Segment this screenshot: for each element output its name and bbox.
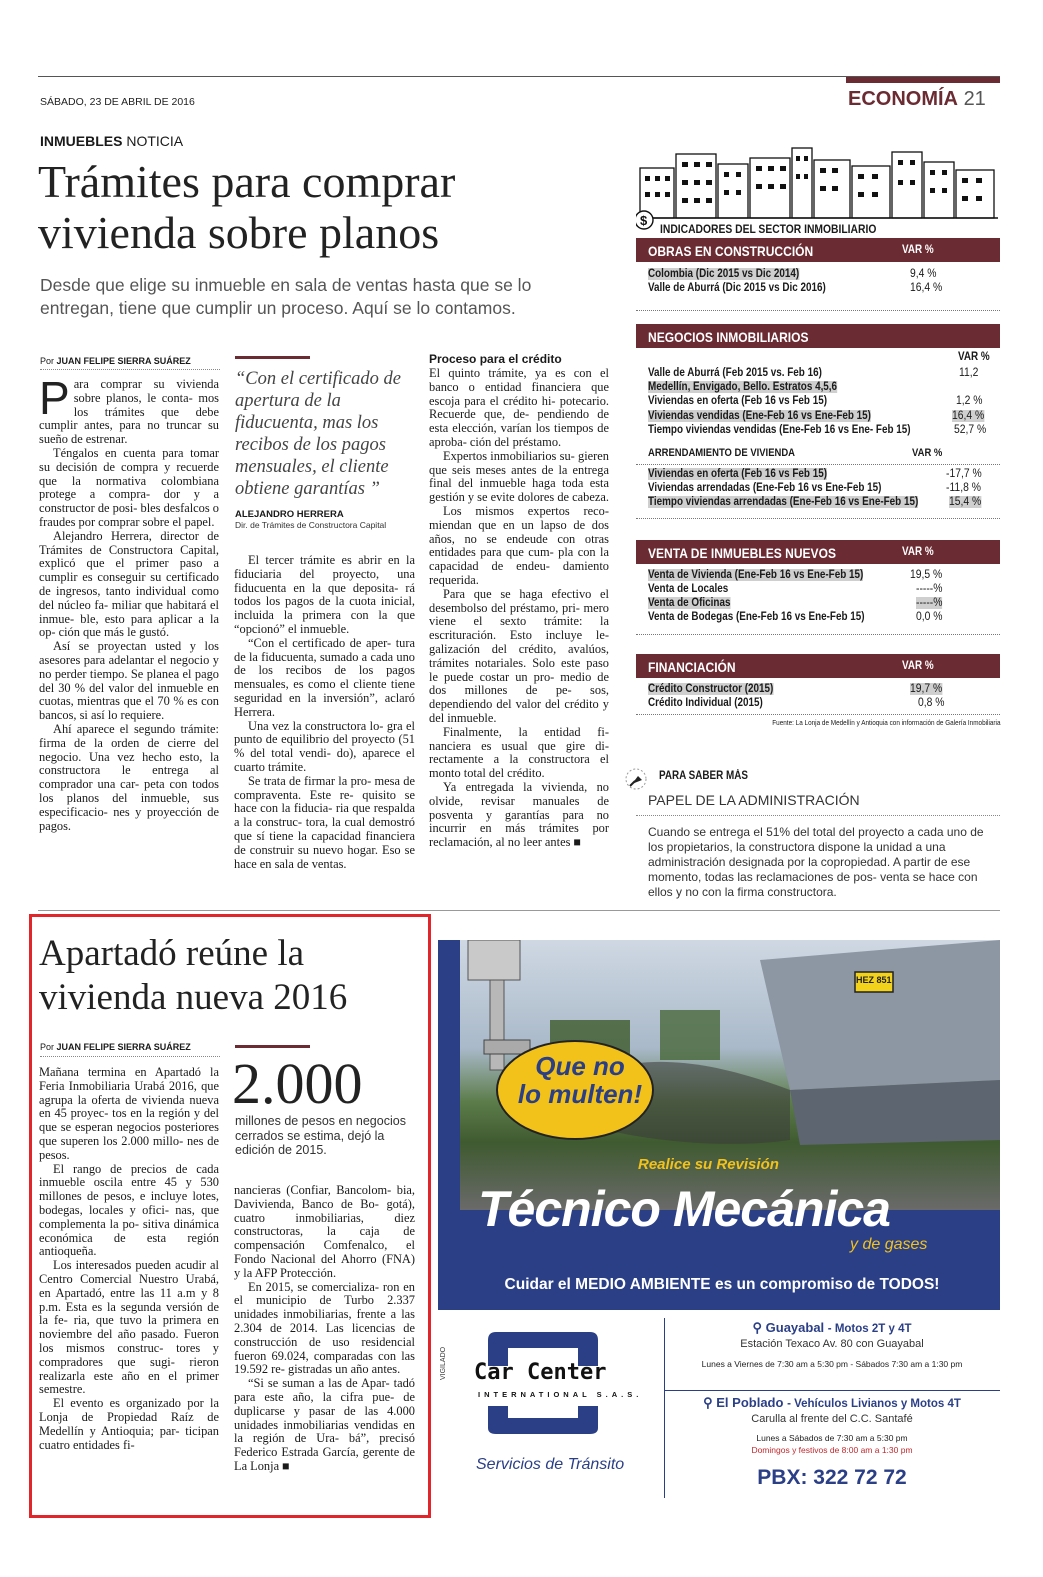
headline-line-2: vivienda sobre planos <box>38 207 440 258</box>
byline-por: Por <box>40 356 55 366</box>
arr-title: ARRENDAMIENTO DE VIVIENDA <box>648 447 796 459</box>
paragraph: Mañana termina en Apartadó la Feria Inmobiliaria Urabá 2016, que agrupa la oferta de vivienda nueva en 45 proyec- tos en la región y del que se esperan negocios posteriores que superen los 2.000 millo- nes de pesos. <box>39 1065 219 1162</box>
row-value: -----% <box>916 597 943 609</box>
loc2-detail: - Vehículos Livianos y Motos 4T <box>787 1398 961 1410</box>
paragraph: Ya entregada la vivienda, no olvide, revisar manuales de posventa y garantías para no incurrir en más trámites por reclamación, al no leer antes ■ <box>429 779 609 850</box>
article2-col1 <box>39 1066 219 1452</box>
divider <box>636 464 1000 465</box>
row-value: 15,4 % <box>949 496 982 508</box>
brand-subtitle: INTERNATIONAL S.A.S. <box>478 1390 643 1399</box>
table-row <box>636 569 1000 584</box>
row-label: Venta de Bodegas (Ene-Feb 16 vs Ene-Feb 15) <box>648 611 865 623</box>
saber-text: Cuando se entrega el 51% del total del proyecto a cada uno de los propietarios, la constructora dispone la unidad a una administración designada por la copropiedad. A partir de ese momento, todas las reclamaciones de pos- venta se hace con ellos y no con la firma constructora. <box>648 825 984 899</box>
byline-author: JUAN FELIPE SIERRA SUÁREZ <box>56 356 191 366</box>
saber-label: PARA SABER MÁS <box>659 770 749 782</box>
divider <box>636 634 1000 635</box>
servicios-label: Servicios de Tránsito <box>476 1456 625 1473</box>
indicators-panel <box>636 238 1000 750</box>
paragraph: Los interesados pueden acudir al Centro Comercial Nuestro Urabá, en Apartadó, entre las 11 a.m y 8 p.m. Esta es la segunda versión de la fe- ria, que tuvo la primera en noviembre del año pasado. Fueron los mismos construc- tores y compradores que sugi- rieron realizarla este año en el primer semestre. <box>39 1258 219 1397</box>
row-value: -11,8 % <box>946 482 981 494</box>
row-value: 0,0 % <box>916 611 943 623</box>
paragraph: Finalmente, la entidad fi- nanciera es usual que gire di- rectamente a la constructora el monto total del crédito. <box>429 724 609 781</box>
row-label: Venta de Oficinas <box>648 597 731 609</box>
paragraph: Téngalos en cuenta para tomar su decisión de compra y recuerde que la normativa colombiana protege a compra- dor y a constructor de posi- bles desfalcos o fraudes por comprar sobre el papel. <box>39 445 219 529</box>
column-heading: Proceso para el crédito <box>429 352 562 366</box>
table-row <box>636 683 1000 698</box>
obras-var: VAR % <box>902 244 934 256</box>
table-row <box>636 496 1000 511</box>
loc2-name: El Poblado <box>716 1395 784 1410</box>
paragraph: El evento es organizado por la Lonja de Propiedad Raíz de Medellín y Antioquia; par- ticipan cuatro entidades fi- <box>39 1396 219 1452</box>
row-value: 1,2 % <box>956 395 983 407</box>
pull-quote: “Con el certificado de apertura de la fiducuenta, mas los recibos de los pagos mensuales, el cliente obtiene garantías ” <box>235 369 401 499</box>
venta-var: VAR % <box>902 546 934 558</box>
saber-rule <box>636 815 1000 816</box>
table-row <box>636 424 1000 439</box>
article2-col2 <box>234 1184 415 1474</box>
paragraph: Alejandro Herrera, director de Trámites de Constructora Capital, explicó que el primer paso a cumplir es conseguir su certificado de ingresos, tanto individual como del núcleo fa- miliar que habitará el inmue- ble, esto para aplicar a la op- ción que más le gustó. <box>39 528 219 640</box>
article2-byline <box>40 1042 191 1052</box>
table-row <box>636 381 1000 396</box>
row-label: Viviendas en oferta (Feb 16 vs Feb 15) <box>648 468 828 480</box>
row-value: 19,5 % <box>910 569 943 581</box>
big-number: 2.000 <box>232 1051 363 1116</box>
page-date: SÁBADO, 23 DE ABRIL DE 2016 <box>40 96 195 108</box>
table-row <box>636 468 1000 483</box>
location-1 <box>664 1320 1000 1369</box>
financiacion-var: VAR % <box>902 660 934 672</box>
section-tab <box>846 77 1000 83</box>
row-label: Venta de Locales <box>648 583 729 595</box>
table-row <box>636 268 1000 283</box>
gases-label: y de gases <box>850 1236 928 1253</box>
quote-name: ALEJANDRO HERRERA <box>235 509 344 520</box>
paragraph: El quinto trámite, ya es con el banco o entidad financiera que escoja para el crédito hi- potecario. Recuerde que, de- pendiendo de esta elección, varían los tiempos de aproba- ción del préstamo. <box>429 366 609 449</box>
row-label: Viviendas arrendadas (Ene-Feb 16 vs Ene-Feb 15) <box>648 482 882 494</box>
locations-divider-h <box>664 1390 1000 1391</box>
financiacion-band <box>636 654 1000 678</box>
row-label: Crédito Individual (2015) <box>648 697 763 709</box>
article1-col1 <box>39 372 219 833</box>
tecnico-label: Técnico Mecánica <box>478 1181 890 1237</box>
article1-col3 <box>429 352 609 850</box>
paragraph: nancieras (Confiar, Bancolom- bia, Davivienda, Banco de Bo- gotá), cuatro inmobiliarias, diez constructoras, la caja de compensación Comfenalco, el Fondo Nacional del Ahorro (FNA) y la AFP Protección. <box>234 1183 415 1280</box>
headline-line-1: Trámites para comprar <box>38 156 456 207</box>
row-label: Tiempo viviendas arrendadas (Ene-Feb 16 vs Ene-Feb 15) <box>648 496 919 508</box>
row-value: 19,7 % <box>910 683 943 695</box>
venta-title: VENTA DE INMUEBLES NUEVOS <box>648 545 836 561</box>
drop-cap: P <box>39 372 70 424</box>
table-row <box>636 482 1000 497</box>
row-value: -----% <box>916 583 943 595</box>
section-name: ECONOMÍA <box>848 88 958 110</box>
vigilado-label: VIGILADO <box>440 1346 447 1380</box>
article2-headline <box>39 932 424 1020</box>
table-row <box>636 611 1000 626</box>
byline-rule <box>40 1056 220 1057</box>
paragraph: “Si se suman a las de Apar- tadó para este año, la cifra pue- de duplicarse y pasar de las 4.000 unidades inmobiliarias vendidas en la región de Ura- bá”, precisó Federico Estrada García, gerente de La Lonja ■ <box>234 1376 415 1473</box>
loc2-hours-1: Lunes a Sábados de 7:30 am a 5:30 pm <box>756 1433 908 1443</box>
divider <box>636 310 1000 311</box>
page-number: 21 <box>963 88 986 110</box>
quote-role: Dir. de Trámites de Constructora Capital <box>235 520 387 530</box>
skyline-illustration <box>636 140 998 230</box>
indicators-title-wrap <box>660 222 960 236</box>
loc1-detail: - Motos 2T y 4T <box>827 1323 912 1335</box>
arr-var: VAR % <box>912 447 943 459</box>
paragraph: Los mismos expertos reco- miendan que en un lapso de dos años, no se endeude con otras entidades para que cum- pla con la capacidad de endeu- damiento requerida. <box>429 503 609 587</box>
paragraph: El rango de precios de cada inmueble oscila entre 45 y 530 millones de pesos, e incluye lotes, bodegas, locales y ofici- nas, que complementa la po- sitiva dinámica económica de esta región antioqueña. <box>39 1161 219 1259</box>
byline-por: Por <box>40 1042 55 1052</box>
byline-rule <box>40 369 220 370</box>
table-row <box>636 410 1000 425</box>
table-row <box>636 447 1000 462</box>
row-value: 11,2 <box>959 367 979 379</box>
kicker <box>40 133 183 149</box>
financiacion-title: FINANCIACIÓN <box>648 659 736 675</box>
advertisement[interactable] <box>438 940 1000 1502</box>
row-label: Valle de Aburrá (Feb 2015 vs. Feb 16) <box>648 367 822 379</box>
table-row <box>636 282 1000 297</box>
pin-icon <box>624 766 650 797</box>
headline-line-2: vivienda nueva 2016 <box>39 977 348 1018</box>
paragraph: “Con el certificado de aper- tura de la fiducuenta, sumado a cada uno de los recibos de los pagos mensuales, es como el cliente tiene seguridad en la inversión”, aclaró Herrera. <box>234 635 415 719</box>
obras-band <box>636 238 1000 262</box>
map-pin-icon: ⚲ <box>703 1395 713 1410</box>
paragraph: Así se proyectan usted y los asesores para adelantar el negocio y no perder tiempo. Se planea el pago del 30 % del valor del inmueble en cuotas, mientras que el 70 % es con bancos, si así lo requiere. <box>39 639 219 723</box>
pbx-number[interactable]: PBX: 322 72 72 <box>757 1466 907 1489</box>
paragraph: ara comprar su vivienda sobre planos, le conta- mos los trámites que debe cumplir antes, para no truncar su sueño de estrenar. <box>39 377 219 447</box>
svg-text:$: $ <box>640 213 648 228</box>
article1-col2 <box>234 554 415 871</box>
brand-name: Car Center <box>474 1360 607 1385</box>
section-label <box>848 88 986 111</box>
row-value: 16,4 % <box>910 282 943 294</box>
kicker-bold: INMUEBLES <box>40 133 123 149</box>
indicators-title: INDICADORES DEL SECTOR INMOBILIARIO <box>660 222 877 236</box>
paragraph: Se trata de firmar la pro- mesa de compraventa. Este re- quisito se hace con la fiducia- ria que respalda a la construc- tora, la cual demostró que sí tiene la capacidad financiera de construir su nuevo hogar. Eso se hace en sala de ventas. <box>234 773 415 871</box>
headline-line-1: Apartadó reúne la <box>39 933 305 974</box>
row-label: Tiempo viviendas vendidas (Ene-Feb 16 vs Ene- Feb 15) <box>648 424 911 436</box>
table-row <box>636 583 1000 598</box>
row-value: -17,7 % <box>946 468 982 480</box>
location-2 <box>664 1395 1000 1455</box>
negocios-band <box>636 324 1000 348</box>
row-value: 9,4 % <box>910 268 937 280</box>
paragraph: Ahí aparece el segundo trámite: firma de la orden de cierre del negocio. Una vez hecho esto, la constructora le entrega al comprador una car- peta con todos los planos del inmueble, sus especificacio- nes y proyección de pagos. <box>39 721 219 833</box>
table-row <box>636 697 1000 712</box>
byline-author: JUAN FELIPE SIERRA SUÁREZ <box>56 1042 191 1052</box>
license-plate: HEZ 851 <box>856 975 892 985</box>
loc1-hours: Lunes a Viernes de 7:30 am a 5:30 pm - Sábados 7:30 am a 1:30 pm <box>701 1359 963 1369</box>
divider <box>636 714 1000 715</box>
row-value: 0,8 % <box>918 697 945 709</box>
loc2-hours-2: Domingos y festivos de 8:00 am a 1:30 pm <box>751 1445 913 1455</box>
row-label: Viviendas vendidas (Ene-Feb 16 vs Ene-Feb 15) <box>648 410 871 422</box>
kicker-label: NOTICIA <box>126 133 184 149</box>
row-label: Colombia (Dic 2015 vs Dic 2014) <box>648 268 800 280</box>
row-label: Viviendas en oferta (Feb 16 vs Feb 15) <box>648 395 828 407</box>
table-row <box>636 597 1000 612</box>
speech-bubble-text <box>510 1052 650 1108</box>
saber-title: PAPEL DE LA ADMINISTRACIÓN <box>648 792 860 808</box>
paragraph: En 2015, se comercializa- ron en el municipio de Turbo 2.337 unidades inmobiliarias, frente a las 2.304 de 2014. Las licencias de construcción de uso residencial fueron 69.024, comparadas con las 19.592 re- gistradas un año antes. <box>234 1279 415 1377</box>
loc1-name: Guayabal <box>765 1320 825 1335</box>
ad-tagline: Cuidar el MEDIO AMBIENTE es un compromiso de TODOS! <box>504 1276 940 1293</box>
realice-label: Realice su Revisión <box>638 1156 779 1173</box>
row-label: Medellín, Envigado, Bello. Estratos 4,5,6 <box>648 381 838 393</box>
row-label: Valle de Aburrá (Dic 2015 vs Dic 2016) <box>648 282 826 294</box>
negocios-title: NEGOCIOS INMOBILIARIOS <box>648 329 809 345</box>
bubble-line-2: lo multen! <box>517 1079 643 1109</box>
row-label: Crédito Constructor (2015) <box>648 683 774 695</box>
stat-rule <box>235 1045 310 1048</box>
loc1-address: Estación Texaco Av. 80 con Guayabal <box>740 1338 924 1350</box>
source-note: Fuente: La Lonja de Medellín y Antioquia con información de Galería Inmobiliaria <box>771 718 1000 727</box>
obras-title: OBRAS EN CONSTRUCCIÓN <box>648 243 814 259</box>
venta-band <box>636 540 1000 564</box>
section-rule <box>38 910 1000 911</box>
table-row <box>636 395 1000 410</box>
skyline-icon <box>636 140 998 230</box>
paragraph: El tercer trámite es abrir en la fiduciaria del proyecto, una fiducuenta en la que deposita- rá todos los pagos de la cuota inicial, incluida la primera con la que “opcionó” el inmueble. <box>234 553 415 636</box>
loc2-address: Carulla al frente del C.C. Santafé <box>751 1413 913 1425</box>
row-value: 52,7 % <box>954 424 987 436</box>
byline <box>40 356 191 366</box>
quote-rule <box>235 356 310 359</box>
row-label: Venta de Vivienda (Ene-Feb 16 vs Ene-Feb 15) <box>648 569 864 581</box>
divider <box>636 518 1000 519</box>
bubble-line-1: Que no <box>535 1051 625 1081</box>
big-number-caption: millones de pesos en negocios cerrados se estima, dejó la edición de 2015. <box>235 1114 406 1157</box>
negocios-var: VAR % <box>958 351 990 363</box>
paragraph: Para que se haga efectivo el desembolso del préstamo, pri- mero viene el sexto trámite: la escrituración. Esto incluye le- galización del crédito, avalúos, trámites notariales. Solo este paso le puede costar un pro- medio de dos millones de pe- sos, dependiendo del valor del crédito y del inmueble. <box>429 586 609 725</box>
subtitle: Desde que elige su inmueble en sala de ventas hasta que se lo entregan, tiene que cumplir un proceso. Aquí se lo contamos. <box>40 275 532 318</box>
map-pin-icon: ⚲ <box>752 1320 763 1335</box>
row-value: 16,4 % <box>952 410 985 422</box>
paragraph: Expertos inmobiliarios su- gieren que seis meses antes de la entrega final del inmueble haga toda esta gestión y se evite dolores de cabeza. <box>429 448 609 505</box>
headline <box>38 156 618 258</box>
paragraph: Una vez la constructora lo- gra el punto de equilibrio del proyecto (51 % del total vendi- do), aparece el cuarto trámite. <box>234 718 415 774</box>
table-row <box>636 367 1000 382</box>
